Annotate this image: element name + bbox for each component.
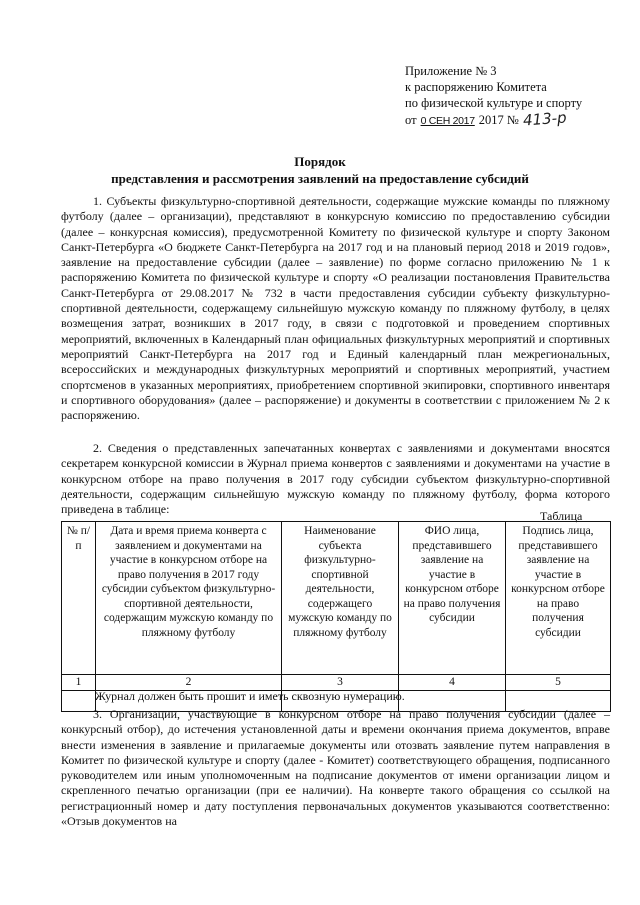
appendix-line-3: по физической культуре и спорту <box>405 96 583 110</box>
header-signature: Подпись лица, представившего заявление на участие в конкурсном отборе на право получения субсидии <box>506 522 611 675</box>
column-number-1: 1 <box>62 675 96 691</box>
journal-note: Журнал должен быть прошит и иметь сквозную нумерацию. <box>95 689 405 703</box>
appendix-line-1: Приложение № 3 <box>405 64 497 78</box>
column-number-2: 2 <box>96 675 282 691</box>
column-number-5: 5 <box>506 675 611 691</box>
date-stamp: 0 СЕН 2017 <box>420 115 475 127</box>
table-caption: Таблица <box>540 509 583 523</box>
header-organization: Наименование субъекта физкультурно-спортивной деятельности, содержащего мужскую команду по пляжному футболу <box>282 522 399 675</box>
paragraph-3: 3. Организации, участвующие в конкурсном отборе на право получения субсидии (далее – конкурсный отбор), до истечения установленной даты и времени окончания приема документов, вправе внести изменения в заявление и прилагаемые документы или отозвать заявление путем направления в Комитет по физической культуре и спорту (далее - Комитет) соответствующего обращения, подписанного руководителем или иным уполномоченным на подписание документов от имени организации лицом и скрепленного печатью организации (при ее наличии). На конверте такого обращения со ссылкой на регистрационный номер и дату поступления первоначальных документов указываются соответственно: «Отзыв документов на <box>61 707 610 829</box>
appendix-header <box>405 63 635 129</box>
appendix-line-2: к распоряжению Комитета <box>405 80 547 94</box>
table-column-numbers-row <box>62 675 611 691</box>
registration-journal-table <box>61 521 611 712</box>
appendix-date-line <box>405 108 635 130</box>
date-prefix: от <box>405 113 417 127</box>
document-title: Порядок <box>294 154 346 169</box>
year-and-number-label: 2017 № <box>478 113 519 127</box>
handwritten-number: 413-р <box>522 108 567 130</box>
header-date-time: Дата и время приема конверта с заявлением и документами на участие в конкурсном отборе на право получения в 2017 году субсидии субъектом физкультурно-спортивной деятельности, содержащим мужскую команду по пляжному футболу <box>96 522 282 675</box>
document-subtitle: представления и рассмотрения заявлений на предоставление субсидий <box>111 171 529 186</box>
column-number-3: 3 <box>282 675 399 691</box>
header-full-name: ФИО лица, представившего заявление на участие в конкурсном отборе на право получения субсидии <box>399 522 506 675</box>
table-header-row <box>62 522 611 675</box>
paragraph-1: 1. Субъекты физкультурно-спортивной деятельности, содержащие мужские команды по пляжному футболу (далее – организации), представляют в конкурсную комиссию по предоставлению субсидии (далее – конкурсная комиссия), предусмотренной Комитету по физической культуре и спорту Законом Санкт-Петербурга «О бюджете Санкт-Петербурга на 2017 год и на плановый период 2018 и 2019 годов», заявление на предоставление субсидии (далее – заявление) по форме согласно приложению № 1 к распоряжению Комитета по физической культуре и спорту «О реализации постановления Правительства Санкт-Петербурга от 29.08.2017 № 732 в части предоставления субсидии субъекту физкультурно-спортивной деятельности, содержащему сильнейшую мужскую команду по пляжному футболу, в целях возмещения затрат, возникших в 2017 году, в связи с подготовкой и проведением спортивных мероприятий, включенных в Календарный план официальных физкультурных мероприятий и спортивных мероприятий Санкт-Петербурга на 2017 год и Единый календарный план межрегиональных, всероссийских и международных физкультурных мероприятий и спортивных мероприятий, участием спортсменов в указанных мероприятиях, приобретением спортивной экипировки, спортивного инвентаря и спортивного оборудования» (далее – распоряжение) и документы в соответствии с приложением № 2 к распоряжению. <box>61 194 610 423</box>
column-number-4: 4 <box>399 675 506 691</box>
paragraph-2: 2. Сведения о представленных запечатанных конвертах с заявлениями и документами вносятся секретарем конкурсной комиссии в Журнал приема конвертов с заявлениями и документами на участие в конкурсном отборе на право получения в 2017 году субсидии субъектом физкультурно-спортивной деятельности, содержащим сильнейшую мужскую команду по пляжному футболу, форма которого приведена в таблице: <box>61 441 610 517</box>
header-number: № п/п <box>62 522 96 675</box>
